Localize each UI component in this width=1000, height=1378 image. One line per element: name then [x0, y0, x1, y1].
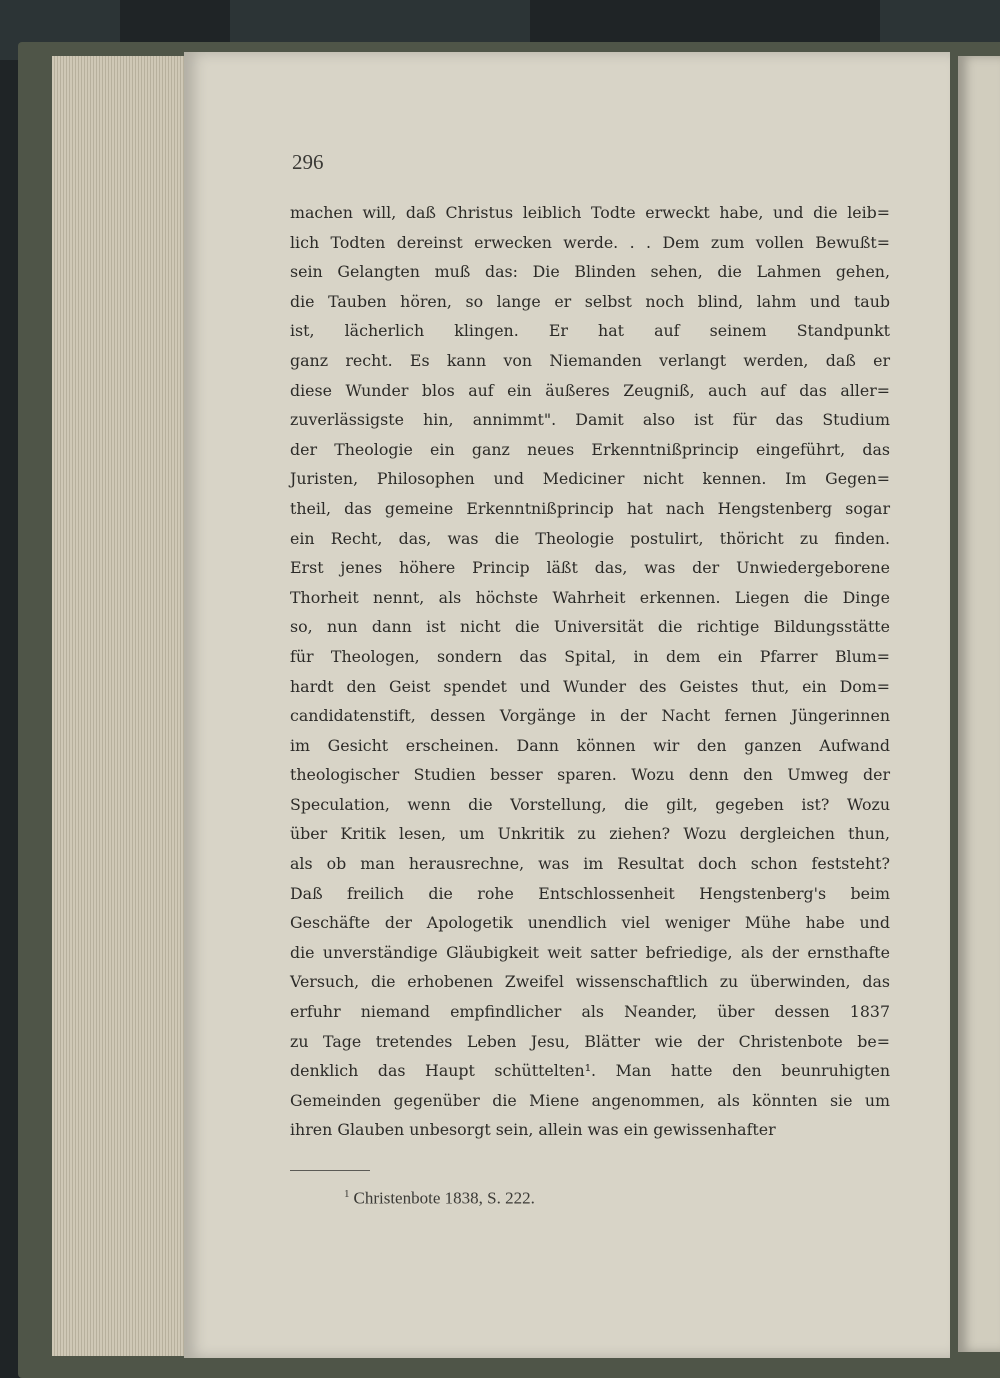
- text-line: Thorheit nennt, als höchste Wahrheit erkennen. Liegen die Dinge: [290, 587, 890, 607]
- text-line: Speculation, wenn die Vorstellung, die gilt, gegeben ist? Wozu: [290, 794, 890, 814]
- text-line: theil, das gemeine Erkenntnißprincip hat nach Hengstenberg sogar: [290, 498, 890, 518]
- text-line: diese Wunder blos auf ein äußeres Zeugniß, auch auf das aller=: [290, 380, 890, 400]
- page-body-text: [290, 198, 890, 1145]
- footnote-text: Christenbote 1838, S. 222.: [353, 1188, 535, 1208]
- page-number: 296: [292, 150, 324, 174]
- text-line: als ob man herausrechne, was im Resultat doch schon feststeht?: [290, 854, 890, 874]
- text-line: lich Todten dereinst erwecken werde. . . Dem zum vollen Bewußt=: [290, 232, 890, 252]
- text-line: Erst jenes höhere Princip läßt das, was der Unwiedergeborene: [290, 558, 890, 578]
- text-line: zu Tage tretendes Leben Jesu, Blätter wie der Christenbote be=: [290, 1031, 890, 1051]
- text-line: ganz recht. Es kann von Niemanden verlangt werden, daß er: [290, 350, 890, 370]
- text-line: Gemeinden gegenüber die Miene angenommen, als könnten sie um: [290, 1090, 890, 1110]
- text-line: die Tauben hören, so lange er selbst noch blind, lahm und taub: [290, 291, 890, 311]
- text-line: hardt den Geist spendet und Wunder des Geistes thut, ein Dom=: [290, 676, 890, 696]
- footnote: [344, 1188, 535, 1209]
- text-line: über Kritik lesen, um Unkritik zu ziehen? Wozu dergleichen thun,: [290, 824, 890, 844]
- text-line: ihren Glauben unbesorgt sein, allein was ein gewissenhafter: [290, 1120, 776, 1140]
- text-line: ist, lächerlich klingen. Er hat auf seinem Standpunkt: [290, 321, 890, 341]
- text-line: Versuch, die erhobenen Zweifel wissenschaftlich zu überwinden, das: [290, 972, 890, 992]
- text-line: erfuhr niemand empfindlicher als Neander, über dessen 1837: [290, 1002, 890, 1022]
- text-line: so, nun dann ist nicht die Universität die richtige Bildungsstätte: [290, 617, 890, 637]
- text-line: der Theologie ein ganz neues Erkenntnißprincip eingeführt, das: [290, 439, 890, 459]
- text-line: denklich das Haupt schüttelten¹. Man hatte den beunruhigten: [290, 1061, 890, 1081]
- facing-page-edge: [958, 56, 1000, 1352]
- text-line: für Theologen, sondern das Spital, in dem ein Pfarrer Blum=: [290, 646, 890, 666]
- text-line: candidatenstift, dessen Vorgänge in der Nacht fernen Jüngerinnen: [290, 706, 890, 726]
- text-line: machen will, daß Christus leiblich Todte erweckt habe, und die leib=: [290, 203, 890, 222]
- text-line: im Gesicht erscheinen. Dann können wir den ganzen Aufwand: [290, 735, 890, 755]
- text-line: Juristen, Philosophen und Mediciner nicht kennen. Im Gegen=: [290, 469, 890, 489]
- text-line: zuverlässigste hin, annimmt". Damit also ist für das Studium: [290, 410, 890, 430]
- text-line: theologischer Studien besser sparen. Wozu denn den Umweg der: [290, 765, 890, 785]
- text-line: Daß freilich die rohe Entschlossenheit Hengstenberg's beim: [290, 883, 890, 903]
- text-line: ein Recht, das, was die Theologie postulirt, thöricht zu finden.: [290, 528, 890, 548]
- footnote-marker: 1: [344, 1188, 350, 1200]
- text-line: Geschäfte der Apologetik unendlich viel weniger Mühe habe und: [290, 913, 890, 933]
- text-line: die unverständige Gläubigkeit weit satter befriedige, als der ernsthafte: [290, 942, 890, 962]
- page-edges: [52, 56, 192, 1356]
- text-line: sein Gelangten muß das: Die Blinden sehen, die Lahmen gehen,: [290, 262, 890, 282]
- footnote-divider: [290, 1170, 370, 1171]
